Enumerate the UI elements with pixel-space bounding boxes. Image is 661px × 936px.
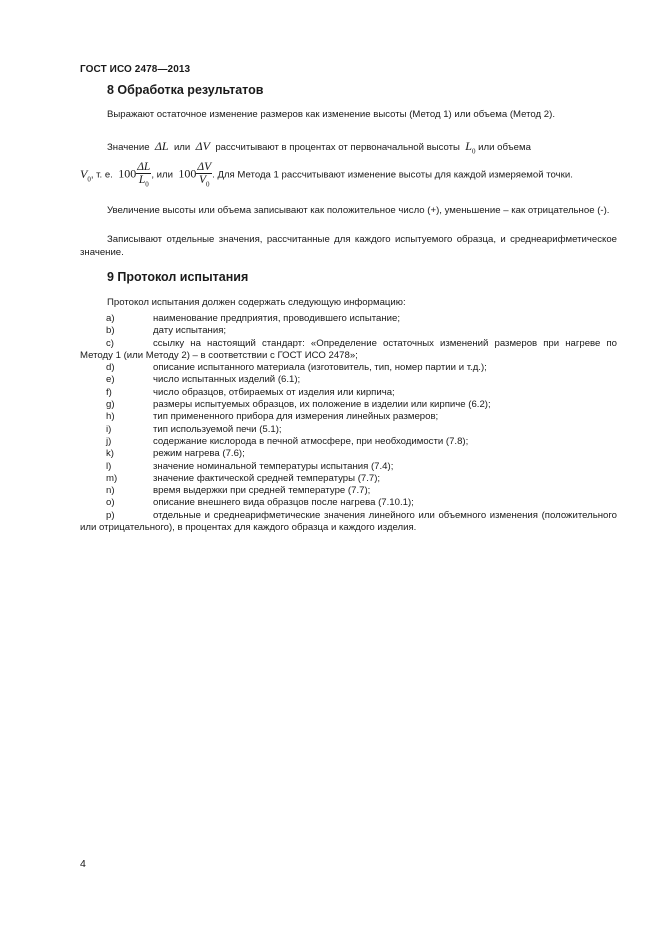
paragraph-text: Значение: [107, 142, 150, 153]
list-item-marker: g): [106, 399, 115, 411]
paragraph-text: . Для Метода 1 рассчитывают изменение высоты для каждой измеряемой точки.: [212, 169, 573, 181]
list-item-marker: p): [106, 509, 115, 521]
denominator-sub: 0: [145, 180, 149, 189]
list-item-marker: b): [106, 325, 115, 337]
section-8-heading: 8 Обработка результатов: [107, 83, 264, 97]
denominator-base: L: [138, 173, 146, 186]
list-item-marker: m): [106, 472, 118, 484]
list-item-marker: o): [106, 497, 115, 509]
list-item: [80, 313, 617, 325]
list-item: [80, 473, 617, 485]
list-item-marker: e): [106, 374, 115, 386]
paragraph-text: рассчитывают в процентах от первоначальной высоты: [215, 142, 460, 153]
denominator-sub: 0: [206, 180, 210, 189]
list-item-marker: n): [106, 485, 115, 497]
v0-base: V: [80, 166, 88, 181]
list-item-marker: i): [106, 423, 112, 435]
fraction-numerator: ΔL: [137, 160, 151, 173]
list-item-marker: j): [106, 435, 112, 447]
formula-delta-l-over-l0: [136, 161, 151, 190]
list-item: [80, 411, 617, 423]
list-item-text: значение фактической средней температуры (7.7);: [153, 472, 381, 484]
list-item: [80, 461, 617, 473]
list-item-text: отдельные и среднеарифметические значения линейного или объемного изменения (положительного или отрицательного), в процентах для каждого образца и каждого изделия.: [80, 509, 617, 534]
list-item-text: тип примененного прибора для измерения линейных размеров;: [153, 411, 439, 423]
coefficient-100-second: 100: [178, 166, 197, 181]
paragraph-text: Выражают остаточное изменение размеров как изменение высоты (Метод 1) или объема (Метод 2).: [107, 109, 556, 120]
paragraph-text: , или: [151, 169, 173, 181]
list-item: [80, 362, 617, 374]
list-item-text: описание испытанного материала (изготовитель, тип, номер партии и т.д.);: [153, 362, 487, 374]
paragraph-text: Увеличение высоты или объема записывают как положительное число (+), уменьшение – как отрицательное (-).: [107, 205, 610, 216]
list-item-text: тип используемой печи (5.1);: [153, 423, 282, 435]
section-9-heading: 9 Протокол испытания: [107, 270, 249, 284]
list-item: [80, 436, 617, 448]
delta-l-symbol: ΔL: [154, 139, 169, 153]
coefficient-100: 100: [118, 166, 137, 181]
l0-symbol: [465, 139, 476, 156]
list-item-marker: d): [106, 362, 115, 374]
section-9-intro: [80, 296, 617, 309]
list-item-marker: k): [106, 448, 114, 460]
list-item-text: режим нагрева (7.6);: [153, 448, 245, 460]
list-item: [80, 485, 617, 497]
fraction-denominator: [136, 174, 151, 190]
formula-delta-v-over-v0: [196, 161, 212, 190]
list-item-marker: f): [106, 386, 112, 398]
list-item: [80, 387, 617, 399]
list-item-text: число испытанных изделий (6.1);: [153, 374, 301, 386]
section-8-paragraph-4: [80, 233, 617, 259]
section-8-paragraph-1: [80, 107, 617, 123]
fraction-denominator: [196, 174, 212, 190]
l0-base: L: [465, 139, 472, 153]
v0-sub: 0: [87, 175, 91, 184]
section-8-paragraph-3: [80, 204, 617, 217]
delta-v-symbol: ΔV: [195, 139, 210, 153]
paragraph-text: , т. е.: [90, 169, 113, 181]
section-8-paragraph-2: [80, 138, 617, 190]
v0-symbol: [80, 166, 91, 184]
list-item-marker: c): [106, 337, 114, 349]
list-item: [80, 448, 617, 460]
paragraph-text: Протокол испытания должен содержать следующую информацию:: [107, 297, 406, 308]
denominator-base: V: [198, 173, 206, 186]
report-contents-list: [80, 313, 617, 534]
list-item-text: размеры испытуемых образцов, их положение в изделии или кирпиче (6.2);: [153, 399, 491, 411]
list-item: [80, 510, 617, 535]
paragraph-text: или объема: [478, 142, 531, 153]
paragraph-text: Записывают отдельные значения, рассчитанные для каждого испытуемого образца, и среднеарифметическое значение.: [80, 234, 617, 258]
list-item-text: дату испытания;: [153, 325, 227, 337]
list-item-text: ссылку на настоящий стандарт: «Определение остаточных изменений размеров при нагреве по Методу 1 (или Методу 2) – в соответствии с ГОСТ ИСО 2478»;: [80, 337, 617, 361]
l0-sub: 0: [471, 147, 476, 156]
list-item-marker: h): [106, 411, 115, 423]
list-item-text: наименование предприятия, проводившего испытание;: [153, 313, 401, 324]
page-number: 4: [80, 858, 86, 870]
list-item-text: значение номинальной температуры испытания (7.4);: [153, 460, 394, 472]
list-item-text: время выдержки при средней температуре (7.7);: [153, 485, 371, 497]
list-item-text: описание внешнего вида образцов после нагрева (7.10.1);: [153, 497, 414, 509]
document-code: ГОСТ ИСО 2478—2013: [80, 64, 191, 75]
list-item: [80, 338, 617, 363]
list-item-text: содержание кислорода в печной атмосфере, при необходимости (7.8);: [153, 435, 469, 447]
fraction-numerator: ΔV: [197, 160, 212, 173]
list-item-marker: l): [106, 460, 112, 472]
list-item: [80, 325, 617, 337]
list-item-marker: a): [106, 313, 115, 324]
paragraph-text: или: [173, 142, 191, 153]
list-item: [80, 497, 617, 509]
list-item: [80, 374, 617, 386]
list-item: [80, 399, 617, 411]
list-item-text: число образцов, отбираемых от изделия или кирпича;: [153, 386, 395, 398]
list-item: [80, 424, 617, 436]
